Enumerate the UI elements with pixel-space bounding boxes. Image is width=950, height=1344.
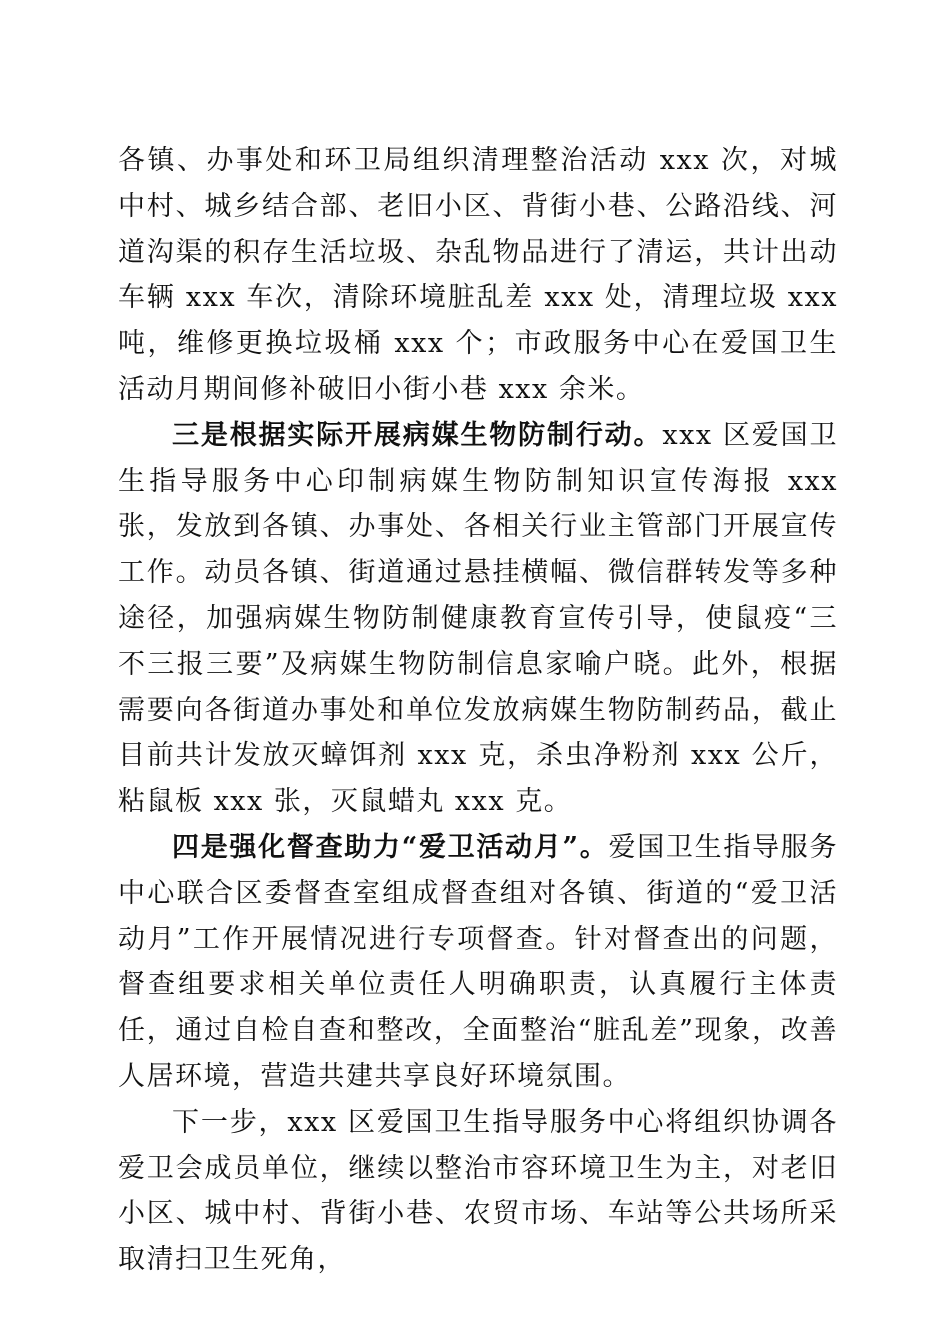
paragraph-text: 下一步，xxx 区爱国卫生指导服务中心将组织协调各爱卫会成员单位，继续以整治市容环境卫生为主，对老旧小区、城中村、背街小巷、农贸市场、车站等公共场所采取清扫卫生死角， (118, 1106, 838, 1276)
document-body (118, 138, 838, 1283)
paragraph-text: 爱国卫生指导服务中心联合区委督查室组成督查组对各镇、街道的“爱卫活动月”工作开展情况进行专项督查。针对督查出的问题，督查组要求相关单位责任人明确职责，认真履行主体责任，通过自检自查和整改，全面整治“脏乱差”现象，改善人居环境，营造共建共享良好环境氛围。 (118, 831, 839, 1092)
paragraph-text: 各镇、办事处和环卫局组织清理整治活动 xxx 次，对城中村、城乡结合部、老旧小区、背街小巷、公路沿线、河道沟渠的积存生活垃圾、杂乱物品进行了清运，共计出动车辆 xxx 车次，清除环境脏乱差 xxx 处，清理垃圾 xxx 吨，维修更换垃圾桶 xxx 个；市政服务中心在爱国卫生活动月期间修补破旧小街小巷 xxx 余米。 (118, 145, 838, 405)
paragraph-cleanup-summary (118, 138, 838, 413)
paragraph-text: xxx 区爱国卫生指导服务中心印制病媒生物防制知识宣传海报 xxx 张，发放到各镇、办事处、各相关行业主管部门开展宣传工作。动员各镇、街道通过悬挂横幅、微信群转发等多种途径，加强病媒生物防制健康教育宣传引导，使鼠疫“三不三报三要”及病媒生物防制信息家喻户晓。此外，根据需要向各街道办事处和单位发放病媒生物防制药品，截止目前共计发放灭蟑饵剂 xxx 克，杀虫净粉剂 xxx 公斤，粘鼠板 xxx 张，灭鼠蜡丸 xxx 克。 (118, 419, 839, 818)
paragraph-vector-control (118, 413, 838, 825)
paragraph-lead: 四是强化督查助力“爱卫活动月”。 (172, 831, 609, 863)
paragraph-supervision (118, 825, 838, 1100)
paragraph-lead: 三是根据实际开展病媒生物防制行动。 (172, 419, 663, 451)
paragraph-next-steps (118, 1100, 838, 1283)
